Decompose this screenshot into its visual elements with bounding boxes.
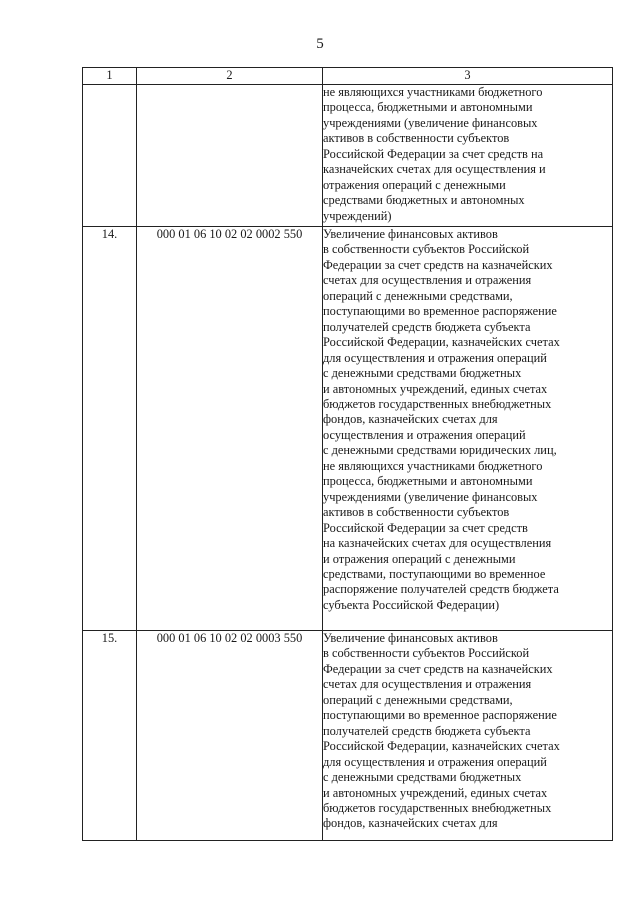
description-line: получателей средств бюджета субъекта [323,723,531,738]
description-line: учреждениями (увеличение финансовых [323,115,538,130]
table-row [83,631,613,841]
description-line: фондов, казначейских счетах для [323,816,498,831]
description-line: для осуществления и отражения операций [323,754,547,769]
description-line: не являющихся участниками бюджетного [323,85,543,99]
table-header-row [83,68,613,85]
row-number-cell: 14. [83,227,137,631]
description-cell [323,85,613,227]
description-line: операций с денежными средствами, [323,692,513,707]
description-line: субъекта Российской Федерации) [323,597,500,612]
description-line: бюджетов государственных внебюджетных [323,800,552,815]
description-line: средствами бюджетных и автономных [323,193,525,208]
description-line: распоряжение получателей средств бюджета [323,582,559,597]
description-line: учреждений) [323,208,392,223]
description-line: осуществления и отражения операций [323,427,526,442]
description-line: Увеличение финансовых активов [323,631,498,645]
row-number-cell: 15. [83,631,137,841]
table-row [83,85,613,227]
description-line: операций с денежными средствами, [323,288,513,303]
description-line: не являющихся участниками бюджетного [323,458,543,473]
description-line: казначейских счетах для осуществления и [323,162,546,177]
table-row [83,227,613,631]
description-line: на казначейских счетах для осуществления [323,536,552,551]
column-header-code: 2 [137,68,323,85]
column-header-number: 1 [83,68,137,85]
description-line: процесса, бюджетными и автономными [323,100,533,115]
description-line: для осуществления и отражения операций [323,350,547,365]
description-line: Федерации за счет средств на казначейских [323,661,553,676]
description-line: в собственности субъектов Российской [323,646,530,661]
description-line: и автономных учреждений, единых счетах [323,381,548,396]
description-line: получателей средств бюджета субъекта [323,319,531,334]
description-line: и отражения операций с денежными [323,551,516,566]
description-line: активов в собственности субъектов [323,131,510,146]
description-line: Российской Федерации за счет средств [323,520,528,535]
description-line: активов в собственности субъектов [323,505,510,520]
description-line: Федерации за счет средств на казначейских [323,257,553,272]
description-line: Увеличение финансовых активов [323,227,498,241]
description-line: отражения операций с денежными [323,177,506,192]
budget-code-cell: 000 01 06 10 02 02 0002 550 [137,227,323,631]
description-line: Российской Федерации за счет средств на [323,146,544,161]
description-line: фондов, казначейских счетах для [323,412,498,427]
description-line: Российской Федерации, казначейских счетах [323,739,560,754]
description-line: средствами, поступающими во временное [323,566,546,581]
description-line: в собственности субъектов Российской [323,242,530,257]
description-line: счетах для осуществления и отражения [323,273,532,288]
description-line: учреждениями (увеличение финансовых [323,489,538,504]
description-line: процесса, бюджетными и автономными [323,474,533,489]
description-line: бюджетов государственных внебюджетных [323,396,552,411]
description-line: Российской Федерации, казначейских счетах [323,335,560,350]
budget-classification-table [82,67,613,841]
column-header-description: 3 [323,68,613,85]
row-number-cell [83,85,137,227]
description-cell [323,227,613,631]
description-line: и автономных учреждений, единых счетах [323,785,548,800]
budget-code-cell [137,85,323,227]
description-cell [323,631,613,841]
description-line: поступающими во временное распоряжение [323,304,557,319]
budget-code-cell: 000 01 06 10 02 02 0003 550 [137,631,323,841]
description-line: поступающими во временное распоряжение [323,708,557,723]
page-number: 5 [316,36,324,52]
description-line: с денежными средствами бюджетных [323,770,522,785]
description-line: с денежными средствами юридических лиц, [323,443,557,458]
description-line: с денежными средствами бюджетных [323,366,522,381]
description-line: счетах для осуществления и отражения [323,677,532,692]
